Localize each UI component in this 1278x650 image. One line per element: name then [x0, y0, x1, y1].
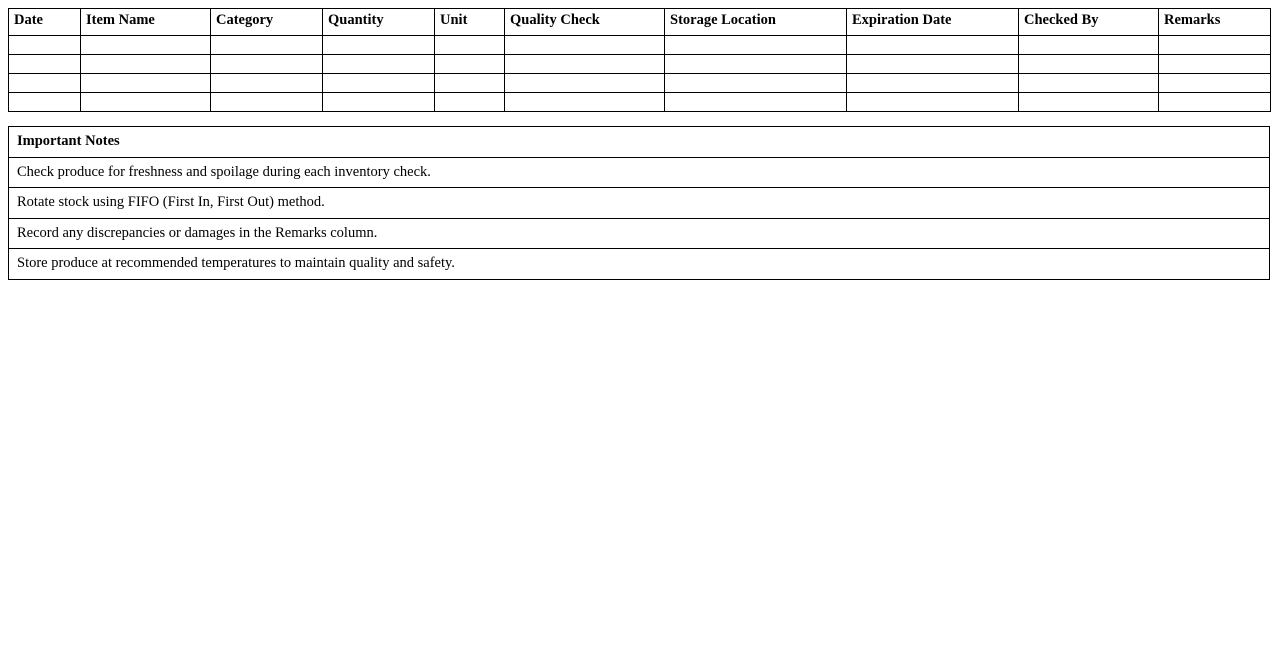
- cell-expiration-date[interactable]: [847, 93, 1019, 112]
- column-header-expiration-date: Expiration Date: [847, 9, 1019, 36]
- cell-category[interactable]: [211, 55, 323, 74]
- cell-remarks[interactable]: [1159, 74, 1271, 93]
- column-header-quality-check: Quality Check: [505, 9, 665, 36]
- column-header-quantity: Quantity: [323, 9, 435, 36]
- cell-item-name[interactable]: [81, 55, 211, 74]
- cell-expiration-date[interactable]: [847, 36, 1019, 55]
- cell-quality-check[interactable]: [505, 74, 665, 93]
- note-item: Record any discrepancies or damages in the Remarks column.: [9, 218, 1270, 249]
- cell-quality-check[interactable]: [505, 93, 665, 112]
- notes-row: [9, 188, 1270, 219]
- cell-unit[interactable]: [435, 55, 505, 74]
- cell-quality-check[interactable]: [505, 55, 665, 74]
- cell-remarks[interactable]: [1159, 93, 1271, 112]
- column-header-item-name: Item Name: [81, 9, 211, 36]
- cell-storage-location[interactable]: [665, 36, 847, 55]
- column-header-date: Date: [9, 9, 81, 36]
- cell-quantity[interactable]: [323, 74, 435, 93]
- cell-checked-by[interactable]: [1019, 74, 1159, 93]
- cell-storage-location[interactable]: [665, 55, 847, 74]
- cell-date[interactable]: [9, 93, 81, 112]
- cell-category[interactable]: [211, 93, 323, 112]
- cell-storage-location[interactable]: [665, 93, 847, 112]
- cell-item-name[interactable]: [81, 74, 211, 93]
- table-spacer: [8, 112, 1270, 126]
- cell-remarks[interactable]: [1159, 55, 1271, 74]
- cell-quality-check[interactable]: [505, 36, 665, 55]
- column-header-unit: Unit: [435, 9, 505, 36]
- cell-date[interactable]: [9, 74, 81, 93]
- cell-unit[interactable]: [435, 36, 505, 55]
- notes-row: [9, 157, 1270, 188]
- note-item: Store produce at recommended temperatures to maintain quality and safety.: [9, 249, 1270, 280]
- cell-remarks[interactable]: [1159, 36, 1271, 55]
- table-header-row: [9, 9, 1271, 36]
- cell-expiration-date[interactable]: [847, 74, 1019, 93]
- column-header-checked-by: Checked By: [1019, 9, 1159, 36]
- table-row[interactable]: [9, 93, 1271, 112]
- table-row[interactable]: [9, 55, 1271, 74]
- inventory-table: [8, 8, 1271, 112]
- notes-title: Important Notes: [9, 127, 1270, 158]
- cell-item-name[interactable]: [81, 93, 211, 112]
- column-header-category: Category: [211, 9, 323, 36]
- notes-row: [9, 218, 1270, 249]
- table-row[interactable]: [9, 74, 1271, 93]
- column-header-remarks: Remarks: [1159, 9, 1271, 36]
- cell-storage-location[interactable]: [665, 74, 847, 93]
- cell-quantity[interactable]: [323, 55, 435, 74]
- note-item: Check produce for freshness and spoilage during each inventory check.: [9, 157, 1270, 188]
- cell-date[interactable]: [9, 36, 81, 55]
- cell-unit[interactable]: [435, 74, 505, 93]
- cell-unit[interactable]: [435, 93, 505, 112]
- cell-category[interactable]: [211, 36, 323, 55]
- important-notes-table: [8, 126, 1270, 280]
- table-row[interactable]: [9, 36, 1271, 55]
- note-item: Rotate stock using FIFO (First In, First Out) method.: [9, 188, 1270, 219]
- cell-checked-by[interactable]: [1019, 93, 1159, 112]
- column-header-storage-location: Storage Location: [665, 9, 847, 36]
- cell-quantity[interactable]: [323, 93, 435, 112]
- cell-category[interactable]: [211, 74, 323, 93]
- cell-checked-by[interactable]: [1019, 55, 1159, 74]
- cell-expiration-date[interactable]: [847, 55, 1019, 74]
- cell-item-name[interactable]: [81, 36, 211, 55]
- notes-title-row: [9, 127, 1270, 158]
- cell-quantity[interactable]: [323, 36, 435, 55]
- cell-date[interactable]: [9, 55, 81, 74]
- cell-checked-by[interactable]: [1019, 36, 1159, 55]
- notes-row: [9, 249, 1270, 280]
